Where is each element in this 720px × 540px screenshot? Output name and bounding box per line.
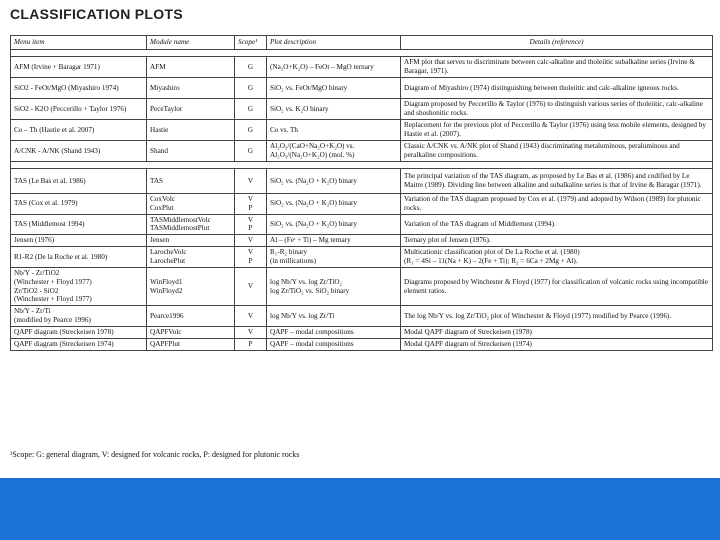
module-name-cell: Hastie <box>147 120 235 141</box>
scope-cell: V <box>235 169 267 194</box>
table-row <box>11 235 713 247</box>
table-row <box>11 194 713 215</box>
scope-cell: G <box>235 78 267 99</box>
menu-item-cell: AFM (Irvine + Baragar 1971) <box>11 57 147 78</box>
plot-description-cell: SiO₂ vs. K₂O binary <box>267 99 401 120</box>
module-name-cell: QAPFVolc <box>147 327 235 339</box>
menu-item-cell: Nb/Y - Zr/TiO2 (Winchester + Floyd 1977) Zr/TiO2 - SiO2 (Winchester + Floyd 1977) <box>11 267 147 305</box>
separator-cell <box>11 50 713 57</box>
scope-cell: G <box>235 99 267 120</box>
table-row <box>11 169 713 194</box>
menu-item-cell: SiO2 - FeOt/MgO (Miyashiro 1974) <box>11 78 147 99</box>
scope-cell: V <box>235 235 267 247</box>
module-name-cell: Pearce1996 <box>147 306 235 327</box>
group-separator <box>11 162 713 169</box>
scope-cell: G <box>235 141 267 162</box>
table-row <box>11 141 713 162</box>
table-row <box>11 99 713 120</box>
menu-item-cell: R1-R2 (De la Roche et al. 1980) <box>11 246 147 267</box>
details-cell: Ternary plot of Jensen (1976). <box>401 235 713 247</box>
table-row <box>11 339 713 351</box>
menu-item-cell: Nb/Y - Zr/Ti (modified by Pearce 1996) <box>11 306 147 327</box>
menu-item-cell: Co – Th (Hastie et al. 2007) <box>11 120 147 141</box>
menu-item-cell: TAS (Middlemost 1994) <box>11 214 147 235</box>
scope-cell: V P <box>235 214 267 235</box>
plot-description-cell: (Na₂O+K₂O) – FeOt – MgO ternary <box>267 57 401 78</box>
menu-item-cell: SiO2 - K2O (Peccerillo + Taylor 1976) <box>11 99 147 120</box>
scope-cell: V P <box>235 194 267 215</box>
module-name-cell: AFM <box>147 57 235 78</box>
details-cell: Diagram proposed by Peccerillo & Taylor (1976) to distinguish various series of tholeiitic, calc-alkaline and shoshonitic rocks. <box>401 99 713 120</box>
module-name-cell: TAS <box>147 169 235 194</box>
header-details: Details (reference) <box>401 36 713 50</box>
details-cell: Diagrams proposed by Winchester & Floyd (1977) for classification of volcanic rocks using incompatible element ratios. <box>401 267 713 305</box>
plot-description-cell: SiO₂ vs. (Na₂O + K₂O) binary <box>267 194 401 215</box>
module-name-cell: Shand <box>147 141 235 162</box>
group-separator <box>11 50 713 57</box>
plot-description-cell: R₁-R₂ binary (in millications) <box>267 246 401 267</box>
plot-description-cell: Co vs. Th <box>267 120 401 141</box>
scope-cell: G <box>235 120 267 141</box>
module-name-cell: CoxVolc CoxPlut <box>147 194 235 215</box>
details-cell: Replacement for the previous plot of Peccerillo & Taylor (1976) using less mobile elements, designed by Hastie et al. (2007). <box>401 120 713 141</box>
details-cell: Diagram of Miyashiro (1974) distinguishing between tholeiitic and calc-alkaline igneous rocks. <box>401 78 713 99</box>
plot-description-cell: Al₂O₃/(CaO+Na₂O+K₂O) vs. Al₂O₃/(Na₂O+K₂O) (mol. %) <box>267 141 401 162</box>
module-name-cell: QAPFPlut <box>147 339 235 351</box>
table-row <box>11 246 713 267</box>
module-name-cell: WinFloyd1 WinFloyd2 <box>147 267 235 305</box>
plot-description-cell: SiO₂ vs. (Na₂O + K₂O) binary <box>267 214 401 235</box>
scope-cell: V <box>235 306 267 327</box>
module-name-cell: Jensen <box>147 235 235 247</box>
plot-description-cell: QAPF – modal compositions <box>267 327 401 339</box>
table-row <box>11 267 713 305</box>
footnote: ¹Scope: G: general diagram, V: designed for volcanic rocks, P: designed for plutonic rocks <box>10 450 300 459</box>
details-cell: Modal QAPF diagram of Streckeisen (1974) <box>401 339 713 351</box>
table-row <box>11 120 713 141</box>
plot-description-cell: log Nb/Y vs. log Zr/Ti <box>267 306 401 327</box>
details-cell: The principal variation of the TAS diagram, as proposed by Le Bas et al. (1986) and codified by Le Maitre (1989). Dividing line between alkaline and subalkaline series is that of Irvine & Baragar (1971). <box>401 169 713 194</box>
details-cell: Multicationic classification plot of De La Roche et al. (1980) (R₁ = 4Si – 11(Na + K) – 2(Fe + Ti); R₂ = 6Ca + 2Mg + Al). <box>401 246 713 267</box>
scope-cell: V P <box>235 246 267 267</box>
page-title: CLASSIFICATION PLOTS <box>10 6 183 22</box>
table-header-row <box>11 36 713 50</box>
scope-cell: V <box>235 267 267 305</box>
details-cell: Classic A/CNK vs. A/NK plot of Shand (1943) discriminating metaluminous, peraluminous and peralkaline compositions. <box>401 141 713 162</box>
plot-description-cell: Al – (Feᵗ + Ti) – Mg ternary <box>267 235 401 247</box>
menu-item-cell: TAS (Le Bas et al. 1986) <box>11 169 147 194</box>
menu-item-cell: Jensen (1976) <box>11 235 147 247</box>
table-row <box>11 57 713 78</box>
menu-item-cell: A/CNK - A/NK (Shand 1943) <box>11 141 147 162</box>
scope-cell: P <box>235 339 267 351</box>
menu-item-cell: QAPF diagram (Streckeisen 1974) <box>11 339 147 351</box>
table-row <box>11 78 713 99</box>
menu-item-cell: TAS (Cox et al. 1979) <box>11 194 147 215</box>
classification-table <box>10 35 713 351</box>
module-name-cell: Miyashiro <box>147 78 235 99</box>
header-scope: Scope¹ <box>235 36 267 50</box>
module-name-cell: LarocheVolc LarochePlut <box>147 246 235 267</box>
details-cell: Variation of the TAS diagram proposed by Cox et al. (1979) and adopted by Wilson (1989) for plutonic rocks. <box>401 194 713 215</box>
table-row <box>11 306 713 327</box>
details-cell: The log Nb/Y vs. log Zr/TiO₂ plot of Winchester & Floyd (1977) modified by Pearce (1996). <box>401 306 713 327</box>
footer-band <box>0 478 720 540</box>
header-menu-item: Menu item <box>11 36 147 50</box>
plot-description-cell: QAPF – modal compositions <box>267 339 401 351</box>
separator-cell <box>11 162 713 169</box>
plot-description-cell: SiO₂ vs. FeOt/MgO binary <box>267 78 401 99</box>
module-name-cell: PeceTaylor <box>147 99 235 120</box>
scope-cell: V <box>235 327 267 339</box>
plot-description-cell: log Nb/Y vs. log Zr/TiO₂ log Zr/TiO₂ vs. SiO₂ binary <box>267 267 401 305</box>
table-row <box>11 327 713 339</box>
header-module-name: Module name <box>147 36 235 50</box>
scope-cell: G <box>235 57 267 78</box>
table-row <box>11 214 713 235</box>
details-cell: AFM plot that serves to discriminate between calc-alkaline and tholeiitic subalkaline series (Irvine & Baragar, 1971). <box>401 57 713 78</box>
plot-description-cell: SiO₂ vs. (Na₂O + K₂O) binary <box>267 169 401 194</box>
module-name-cell: TASMiddlemostVolc TASMiddlemostPlut <box>147 214 235 235</box>
details-cell: Variation of the TAS diagram of Middlemost (1994). <box>401 214 713 235</box>
menu-item-cell: QAPF diagram (Streckeisen 1978) <box>11 327 147 339</box>
header-plot-description: Plot description <box>267 36 401 50</box>
details-cell: Modal QAPF diagram of Streckeisen (1978) <box>401 327 713 339</box>
